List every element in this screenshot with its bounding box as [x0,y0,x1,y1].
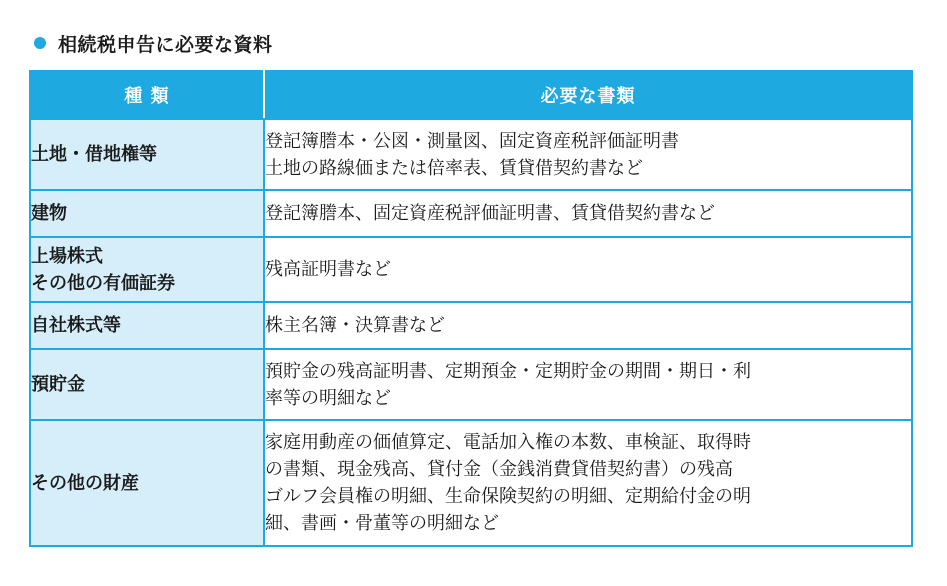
table-row [30,119,912,190]
section-heading [34,28,273,58]
column-header-documents: 必要な書類 [264,71,912,119]
table-row [30,190,912,237]
required-documents-table [29,70,913,547]
documents-cell: 預貯金の残高証明書、定期預金・定期貯金の期間・期日・利 率等の明細など [264,349,912,420]
asset-type-cell: その他の財産 [30,420,264,546]
table-row [30,237,912,302]
section-title: 相続税申告に必要な資料 [58,33,273,56]
documents-cell: 株主名簿・決算書など [264,302,912,349]
documents-cell: 残高証明書など [264,237,912,302]
asset-type-cell: 自社株式等 [30,302,264,349]
asset-type-cell: 預貯金 [30,349,264,420]
table-row [30,349,912,420]
bullet-dot-icon [34,37,46,49]
table-row [30,420,912,546]
documents-cell: 登記簿謄本・公図・測量図、固定資産税評価証明書 土地の路線価または倍率表、賃貸借契約書など [264,119,912,190]
asset-type-cell: 土地・借地権等 [30,119,264,190]
table-row [30,302,912,349]
column-header-type: 種 類 [30,71,264,119]
asset-type-cell: 建物 [30,190,264,237]
documents-cell: 登記簿謄本、固定資産税評価証明書、賃貸借契約書など [264,190,912,237]
documents-cell: 家庭用動産の価値算定、電話加入権の本数、車検証、取得時 の書類、現金残高、貸付金（金銭消費貸借契約書）の残高 ゴルフ会員権の明細、生命保険契約の明細、定期給付金の明 細、書画・骨董等の明細など [264,420,912,546]
table-header-row [30,71,912,119]
asset-type-cell: 上場株式 その他の有価証券 [30,237,264,302]
